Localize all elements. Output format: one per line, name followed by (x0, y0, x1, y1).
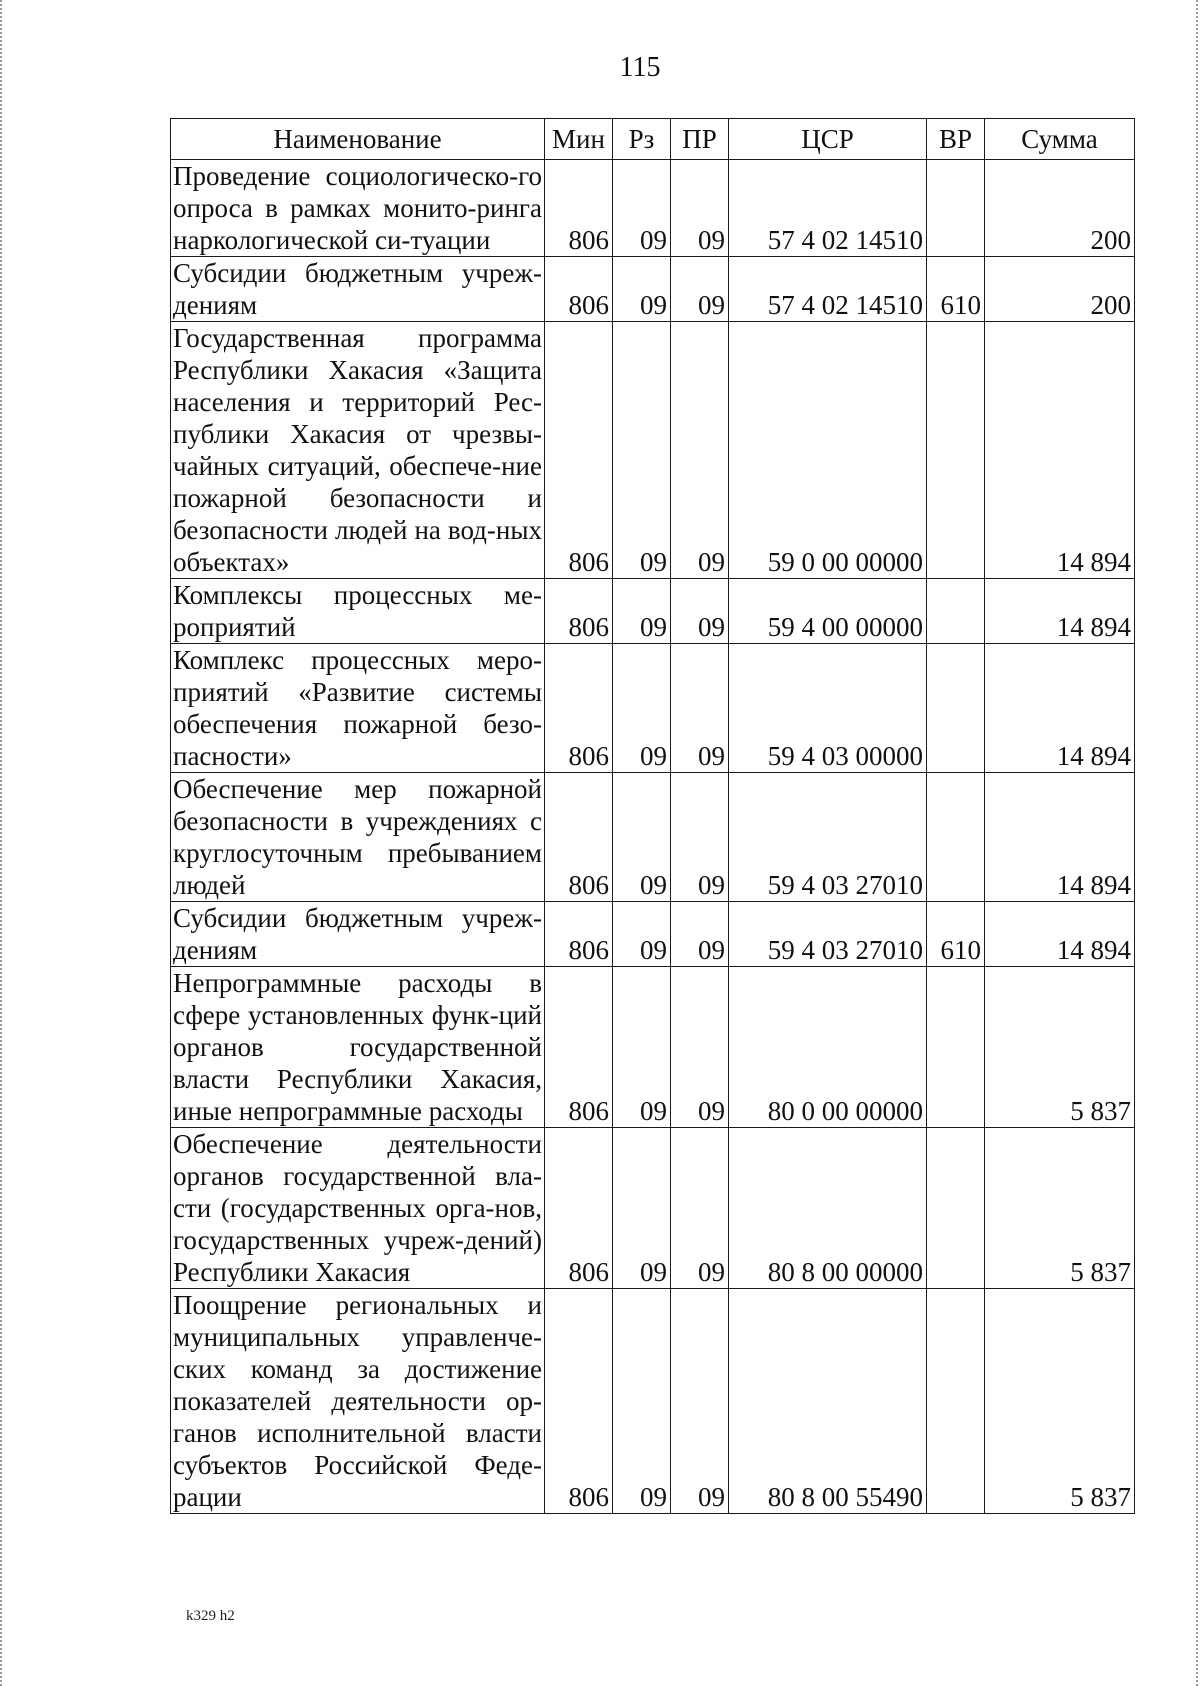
table-row (171, 322, 1135, 579)
cell-pr: 09 (671, 579, 729, 644)
cell-sum: 5 837 (985, 967, 1135, 1128)
cell-vr: 610 (927, 902, 985, 967)
cell-rz: 09 (613, 773, 671, 902)
cell-rz: 09 (613, 1289, 671, 1514)
cell-rz: 09 (613, 579, 671, 644)
header-vr: ВР (927, 119, 985, 160)
cell-min: 806 (545, 322, 613, 579)
cell-sum: 14 894 (985, 579, 1135, 644)
cell-csr: 80 8 00 00000 (729, 1128, 927, 1289)
table-row (171, 644, 1135, 773)
cell-vr (927, 579, 985, 644)
cell-name: Комплекс процессных меро-приятий «Развитие системы обеспечения пожарной безо-пасности» (171, 644, 545, 773)
cell-vr (927, 644, 985, 773)
cell-csr: 80 0 00 00000 (729, 967, 927, 1128)
table-row (171, 579, 1135, 644)
cell-pr: 09 (671, 1289, 729, 1514)
cell-rz: 09 (613, 1128, 671, 1289)
table-row (171, 160, 1135, 257)
cell-csr: 59 4 00 00000 (729, 579, 927, 644)
cell-name: Субсидии бюджетным учреж-дениям (171, 257, 545, 322)
header-pr: ПР (671, 119, 729, 160)
header-rz: Рз (613, 119, 671, 160)
budget-table (170, 118, 1135, 1514)
cell-min: 806 (545, 579, 613, 644)
cell-csr: 57 4 02 14510 (729, 257, 927, 322)
cell-csr: 59 4 03 27010 (729, 902, 927, 967)
cell-sum: 14 894 (985, 644, 1135, 773)
header-min: Мин (545, 119, 613, 160)
cell-name: Обеспечение деятельности органов государственной вла-сти (государственных орга-нов, государственных учреж-дений) Республики Хакасия (171, 1128, 545, 1289)
cell-min: 806 (545, 773, 613, 902)
scan-edge-right (1194, 0, 1198, 1686)
cell-min: 806 (545, 967, 613, 1128)
scan-edge-left (0, 0, 4, 1686)
table-row (171, 902, 1135, 967)
cell-min: 806 (545, 1289, 613, 1514)
cell-sum: 14 894 (985, 902, 1135, 967)
cell-min: 806 (545, 257, 613, 322)
cell-csr: 59 4 03 27010 (729, 773, 927, 902)
cell-rz: 09 (613, 902, 671, 967)
cell-rz: 09 (613, 322, 671, 579)
cell-name: Проведение социологическо-го опроса в рамках монито-ринга наркологической си-туации (171, 160, 545, 257)
cell-csr: 59 4 03 00000 (729, 644, 927, 773)
page-number: 115 (619, 52, 661, 83)
cell-csr: 57 4 02 14510 (729, 160, 927, 257)
cell-sum: 200 (985, 257, 1135, 322)
cell-sum: 200 (985, 160, 1135, 257)
cell-vr (927, 1128, 985, 1289)
table-row (171, 967, 1135, 1128)
cell-vr (927, 322, 985, 579)
cell-vr (927, 967, 985, 1128)
cell-rz: 09 (613, 967, 671, 1128)
cell-name: Поощрение региональных и муниципальных управленче-ских команд за достижение показателей деятельности ор-ганов исполнительной власти субъектов Российской Феде-рации (171, 1289, 545, 1514)
cell-rz: 09 (613, 257, 671, 322)
header-sum: Сумма (985, 119, 1135, 160)
cell-pr: 09 (671, 160, 729, 257)
cell-min: 806 (545, 160, 613, 257)
cell-rz: 09 (613, 644, 671, 773)
cell-sum: 14 894 (985, 773, 1135, 902)
cell-sum: 5 837 (985, 1289, 1135, 1514)
cell-min: 806 (545, 902, 613, 967)
cell-name: Комплексы процессных ме-роприятий (171, 579, 545, 644)
cell-csr: 80 8 00 55490 (729, 1289, 927, 1514)
cell-vr (927, 160, 985, 257)
cell-pr: 09 (671, 257, 729, 322)
table-row (171, 1128, 1135, 1289)
cell-vr: 610 (927, 257, 985, 322)
cell-name: Обеспечение мер пожарной безопасности в учреждениях с круглосуточным пребыванием людей (171, 773, 545, 902)
cell-pr: 09 (671, 773, 729, 902)
table-header-row (171, 119, 1135, 160)
cell-pr: 09 (671, 967, 729, 1128)
table-row (171, 773, 1135, 902)
cell-csr: 59 0 00 00000 (729, 322, 927, 579)
cell-min: 806 (545, 644, 613, 773)
cell-pr: 09 (671, 322, 729, 579)
cell-pr: 09 (671, 1128, 729, 1289)
cell-name: Непрограммные расходы в сфере установленных функ-ций органов государственной власти Республики Хакасия, иные непрограммные расходы (171, 967, 545, 1128)
footer-doc-code: k329 h2 (186, 1608, 235, 1624)
header-csr: ЦСР (729, 119, 927, 160)
cell-name: Государственная программа Республики Хакасия «Защита населения и территорий Рес-публики Хакасия от чрезвы-чайных ситуаций, обеспече-ние пожарной безопасности и безопасности людей на вод-ных объектах» (171, 322, 545, 579)
cell-vr (927, 773, 985, 902)
cell-sum: 5 837 (985, 1128, 1135, 1289)
cell-pr: 09 (671, 902, 729, 967)
cell-pr: 09 (671, 644, 729, 773)
cell-rz: 09 (613, 160, 671, 257)
header-name: Наименование (171, 119, 545, 160)
cell-min: 806 (545, 1128, 613, 1289)
table-row (171, 257, 1135, 322)
cell-sum: 14 894 (985, 322, 1135, 579)
table-row (171, 1289, 1135, 1514)
cell-name: Субсидии бюджетным учреж-дениям (171, 902, 545, 967)
cell-vr (927, 1289, 985, 1514)
